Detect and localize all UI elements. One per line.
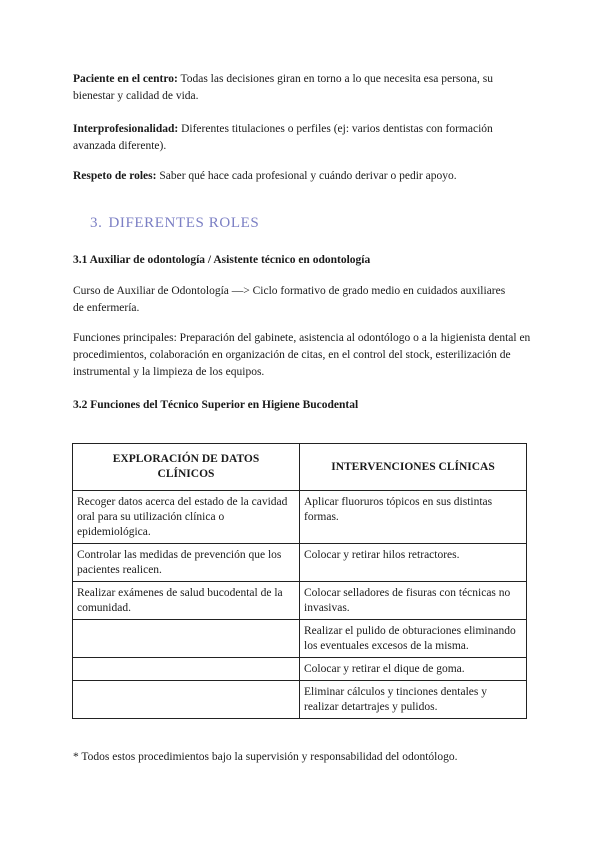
section-heading [90,215,259,232]
section-number: 3. [90,215,103,231]
table-cell: Realizar el pulido de obturaciones eliminando los eventuales excesos de la misma. [300,620,527,658]
table-cell [73,658,300,681]
table-cell: Eliminar cálculos y tinciones dentales y realizar detartrajes y pulidos. [300,681,527,719]
paragraph-funciones: Funciones principales: Preparación del gabinete, asistencia al odontólogo o a la higienista dental en procedimientos, colaboración en organización de citas, en el control del stock, esterilización de instrumental y la limpieza de los equipos. [73,332,531,378]
paragraph-text: Diferentes titulaciones o perfiles (ej: varios dentistas con formación avanzada diferente). [73,123,493,152]
table-cell [73,620,300,658]
column-header: EXPLORACIÓN DE DATOS CLÍNICOS [73,444,300,491]
table-row [73,544,527,582]
table-row [73,620,527,658]
section-title: DIFERENTES ROLES [108,215,260,231]
paragraph-text: Saber qué hace cada profesional y cuándo derivar o pedir apoyo. [156,170,457,182]
paragraph-paciente-centro [73,71,531,105]
table-cell: Realizar exámenes de salud bucodental de la comunidad. [73,582,300,620]
paragraph-curso: Curso de Auxiliar de Odontología —> Ciclo formativo de grado medio en cuidados auxiliares de enfermería. [73,285,506,314]
paragraph-text: Todas las decisiones giran en torno a lo que necesita esa persona, su bienestar y calidad de vida. [73,73,493,102]
subheading-tecnico-superior: 3.2 Funciones del Técnico Superior en Higiene Bucodental [73,399,359,411]
table-cell: Aplicar fluoruros tópicos en sus distintas formas. [300,491,527,544]
table-header-row [73,444,527,491]
footnote: * Todos estos procedimientos bajo la supervisión y responsabilidad del odontólogo. [73,751,458,763]
paragraph-respeto-roles [73,168,531,185]
paragraph-interprofesionalidad [73,121,531,155]
column-header: INTERVENCIONES CLÍNICAS [300,444,527,491]
table-cell [73,681,300,719]
table-cell: Colocar y retirar hilos retractores. [300,544,527,582]
table-cell: Recoger datos acerca del estado de la cavidad oral para su utilización clínica o epidemiológica. [73,491,300,544]
paragraph-label: Respeto de roles: [73,170,157,182]
paragraph-label: Paciente en el centro: [73,73,178,85]
table-row [73,681,527,719]
paragraph-label: Interprofesionalidad: [73,123,179,135]
table-row [73,582,527,620]
table-cell: Colocar selladores de fisuras con técnicas no invasivas. [300,582,527,620]
table-cell: Controlar las medidas de prevención que los pacientes realicen. [73,544,300,582]
table-row [73,491,527,544]
table-cell: Colocar y retirar el dique de goma. [300,658,527,681]
subheading-auxiliar: 3.1 Auxiliar de odontología / Asistente técnico en odontología [73,254,371,266]
functions-table [72,443,527,719]
table-row [73,658,527,681]
